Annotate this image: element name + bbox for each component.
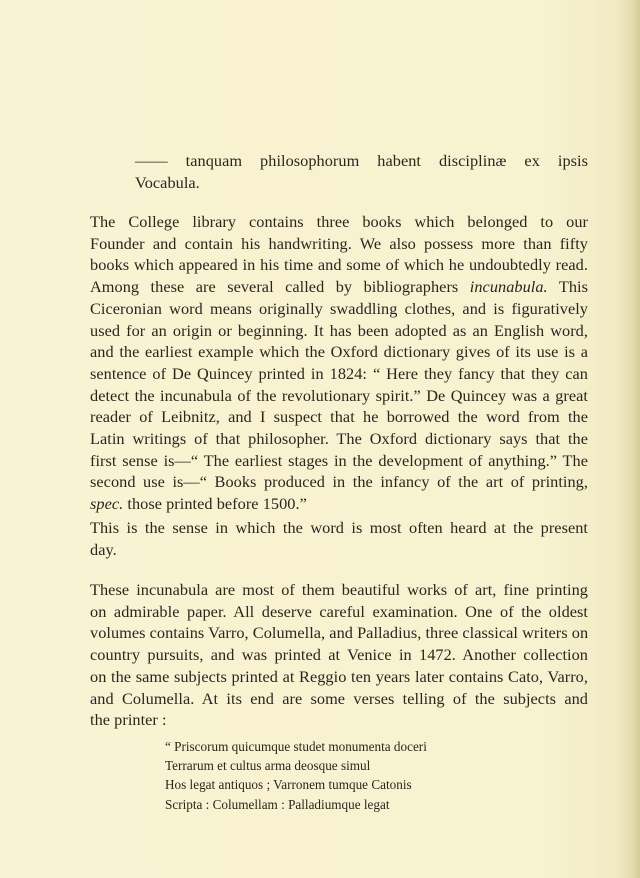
paragraph-1-line-4: Among these are several called by bibliographers incunabula. This [90, 277, 588, 297]
paragraph-1-line-5: Ciceronian word means originally swaddling clothes, and is figuratively [90, 298, 588, 318]
italic-word: incunabula. [469, 277, 548, 297]
paragraph-3-line-7: the printer : [90, 710, 167, 730]
paragraph-3-line-2: on admirable paper. All deserve careful examination. One of the oldest [90, 601, 588, 621]
paragraph-3-line-3: volumes contains Varro, Columella, and Palladius, three classical writers on [90, 623, 589, 643]
paragraph-1-line-11: Latin writings of that philosopher. The Oxford dictionary says that the [90, 429, 588, 449]
paragraph-incunabula-collection [90, 579, 588, 731]
paragraph-1-line-14: spec. those printed before 1500.” [90, 494, 307, 514]
paragraph-1-line-6: used for an origin or beginning. It has been adopted as an English word, [90, 320, 588, 340]
paragraph-college-library [90, 211, 588, 515]
italic-word: spec. [90, 494, 124, 514]
paragraph-3-line-1: These incunabula are most of them beautiful works of art, fine printing [90, 580, 588, 599]
verse-line-4: Scripta : Columellam : Palladiumque legat [165, 796, 390, 812]
paragraph-1-line-8: sentence of De Quincey printed in 1824: “ Here they fancy that they can [90, 363, 588, 383]
verse-line-3: Hos legat antiquos ; Varronem tumque Catonis [165, 777, 412, 793]
opening-line-2: Vocabula. [135, 172, 200, 192]
paragraph-2-line-1: This is the sense in which the word is most often heard at the present [90, 518, 588, 537]
paragraph-3-line-5: on the same subjects printed at Reggio ten years later contains Cato, Varro, [90, 666, 588, 686]
paragraph-3-line-4: country pursuits, and was printed at Venice in 1472. Another collection [90, 645, 588, 665]
verse-line-1: “ Priscorum quicumque studet monumenta doceri [165, 739, 427, 754]
paragraph-1-line-1: The College library contains three books which belonged to our [90, 212, 588, 231]
opening-quotation [135, 150, 588, 193]
paragraph-1-line-10: reader of Leibnitz, and I suspect that he borrowed the word from the [90, 407, 588, 427]
opening-line-1: —— tanquam philosophorum habent disciplinæ ex ipsis [135, 151, 588, 170]
paragraph-1-line-13: second use is—“ Books produced in the infancy of the art of printing, [90, 472, 588, 492]
latin-verse [165, 737, 495, 814]
paragraph-1-line-12: first sense is—“ The earliest stages in the development of anything.” The [90, 450, 588, 470]
verse-line-2: Terrarum et cultus arma deosque simul [165, 758, 371, 774]
paragraph-1-line-9: detect the incunabula of the revolutionary spirit.” De Quincey was a great [90, 385, 588, 405]
paragraph-1-line-2: Founder and contain his handwriting. We also possess more than fifty [90, 233, 588, 253]
paragraph-2-line-2: day. [90, 539, 117, 559]
page-edge-shadow [618, 0, 640, 878]
paragraph-sense-of-word [90, 517, 588, 560]
paragraph-3-line-6: and Columella. At its end are some verses telling of the subjects and [90, 688, 588, 708]
paragraph-1-line-7: and the earliest example which the Oxford dictionary gives of its use is a [90, 342, 588, 362]
paragraph-1-line-3: books which appeared in his time and some of which he undoubtedly read. [90, 255, 588, 275]
